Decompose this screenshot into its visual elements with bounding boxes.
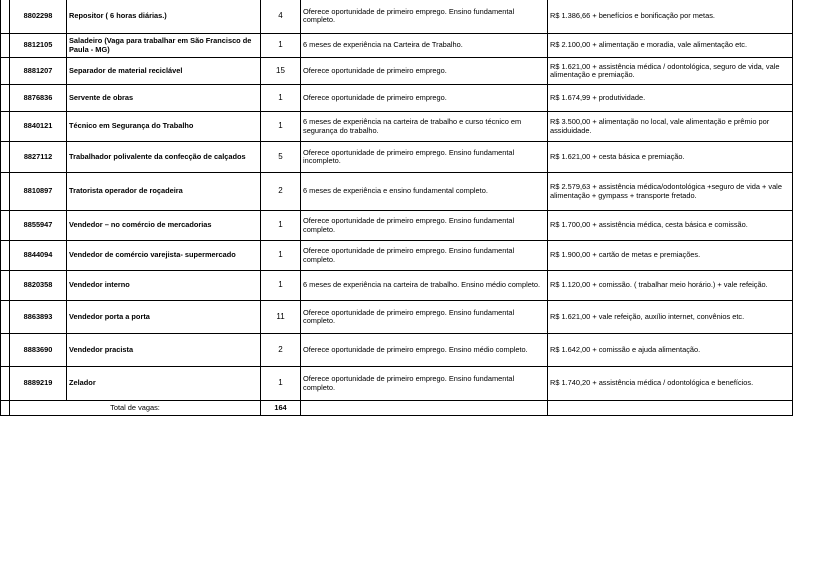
table-row xyxy=(1,58,793,85)
vacancy-count-cell: 1 xyxy=(261,211,301,241)
job-title-cell: Separador de material reciclável xyxy=(67,58,261,85)
table-body xyxy=(1,0,793,416)
requirements-cell: Oferece oportunidade de primeiro emprego. Ensino fundamental incompleto. xyxy=(301,142,548,173)
table-row xyxy=(1,34,793,58)
job-code-cell: 8855947 xyxy=(10,211,67,241)
index-cell xyxy=(1,0,10,34)
table-row xyxy=(1,301,793,334)
vacancy-count-cell: 1 xyxy=(261,271,301,301)
job-code-cell: 8881207 xyxy=(10,58,67,85)
index-cell xyxy=(1,301,10,334)
index-cell xyxy=(1,211,10,241)
index-cell xyxy=(1,112,10,142)
salary-benefits-cell: R$ 1.700,00 + assistência médica, cesta básica e comissão. xyxy=(548,211,793,241)
requirements-cell: Oferece oportunidade de primeiro emprego. xyxy=(301,85,548,112)
salary-benefits-cell: R$ 1.674,99 + produtividade. xyxy=(548,85,793,112)
job-title-cell: Vendedor – no comércio de mercadorias xyxy=(67,211,261,241)
table-row xyxy=(1,173,793,211)
index-cell xyxy=(1,173,10,211)
index-cell xyxy=(1,34,10,58)
total-value: 164 xyxy=(261,401,301,416)
requirements-cell: 6 meses de experiência na Carteira de Trabalho. xyxy=(301,34,548,58)
table-row xyxy=(1,271,793,301)
index-cell xyxy=(1,85,10,112)
vacancy-count-cell: 1 xyxy=(261,241,301,271)
salary-benefits-cell: R$ 1.900,00 + cartão de metas e premiações. xyxy=(548,241,793,271)
requirements-cell: Oferece oportunidade de primeiro emprego. xyxy=(301,58,548,85)
salary-benefits-cell: R$ 1.621,00 + assistência médica / odontológica, seguro de vida, vale alimentação e premiação. xyxy=(548,58,793,85)
job-title-cell: Vendedor de comércio varejista- supermercado xyxy=(67,241,261,271)
job-title-cell: Vendedor pracista xyxy=(67,334,261,367)
salary-benefits-cell: R$ 1.386,66 + benefícios e bonificação por metas. xyxy=(548,0,793,34)
job-code-cell: 8812105 xyxy=(10,34,67,58)
requirements-cell: Oferece oportunidade de primeiro emprego. Ensino médio completo. xyxy=(301,334,548,367)
table-row xyxy=(1,112,793,142)
job-title-cell: Tratorista operador de roçadeira xyxy=(67,173,261,211)
table-row xyxy=(1,211,793,241)
table-row xyxy=(1,0,793,34)
total-label: Total de vagas: xyxy=(10,401,261,416)
job-code-cell: 8889219 xyxy=(10,367,67,401)
job-code-cell: 8844094 xyxy=(10,241,67,271)
job-title-cell: Repositor ( 6 horas diárias.) xyxy=(67,0,261,34)
job-code-cell: 8883690 xyxy=(10,334,67,367)
vacancy-count-cell: 1 xyxy=(261,367,301,401)
job-code-cell: 8810897 xyxy=(10,173,67,211)
index-cell xyxy=(1,271,10,301)
salary-benefits-cell: R$ 1.120,00 + comissão. ( trabalhar meio horário.) + vale refeição. xyxy=(548,271,793,301)
table-row xyxy=(1,85,793,112)
total-row xyxy=(1,401,793,416)
requirements-cell: 6 meses de experiência e ensino fundamental completo. xyxy=(301,173,548,211)
job-title-cell: Trabalhador polivalente da confecção de calçados xyxy=(67,142,261,173)
salary-benefits-cell: R$ 2.579,63 + assistência médica/odontológica +seguro de vida + vale alimentação + gympass + transporte fretado. xyxy=(548,173,793,211)
job-title-cell: Vendedor interno xyxy=(67,271,261,301)
index-cell xyxy=(1,401,10,416)
job-code-cell: 8863893 xyxy=(10,301,67,334)
vacancy-count-cell: 15 xyxy=(261,58,301,85)
job-code-cell: 8820358 xyxy=(10,271,67,301)
requirements-cell: Oferece oportunidade de primeiro emprego. Ensino fundamental completo. xyxy=(301,211,548,241)
vacancy-count-cell: 1 xyxy=(261,34,301,58)
table-row xyxy=(1,367,793,401)
index-cell xyxy=(1,241,10,271)
job-code-cell: 8827112 xyxy=(10,142,67,173)
vacancy-count-cell: 5 xyxy=(261,142,301,173)
job-title-cell: Técnico em Segurança do Trabalho xyxy=(67,112,261,142)
requirements-cell: Oferece oportunidade de primeiro emprego. Ensino fundamental completo. xyxy=(301,301,548,334)
salary-benefits-cell: R$ 1.621,00 + vale refeição, auxílio internet, convênios etc. xyxy=(548,301,793,334)
requirements-cell: Oferece oportunidade de primeiro emprego. Ensino fundamental completo. xyxy=(301,0,548,34)
requirements-cell: 6 meses de experiência na carteira de trabalho e curso técnico em segurança do trabalho. xyxy=(301,112,548,142)
salary-benefits-cell: R$ 1.642,00 + comissão e ajuda alimentação. xyxy=(548,334,793,367)
vacancy-count-cell: 11 xyxy=(261,301,301,334)
table-row xyxy=(1,142,793,173)
job-title-cell: Servente de obras xyxy=(67,85,261,112)
job-code-cell: 8840121 xyxy=(10,112,67,142)
index-cell xyxy=(1,367,10,401)
salary-benefits-cell: R$ 1.621,00 + cesta básica e premiação. xyxy=(548,142,793,173)
vacancy-count-cell: 2 xyxy=(261,173,301,211)
job-code-cell: 8876836 xyxy=(10,85,67,112)
vacancy-count-cell: 1 xyxy=(261,112,301,142)
empty-cell xyxy=(301,401,548,416)
table-row xyxy=(1,241,793,271)
job-title-cell: Vendedor porta a porta xyxy=(67,301,261,334)
salary-benefits-cell: R$ 1.740,20 + assistência médica / odontológica e benefícios. xyxy=(548,367,793,401)
salary-benefits-cell: R$ 3.500,00 + alimentação no local, vale alimentação e prêmio por assiduidade. xyxy=(548,112,793,142)
requirements-cell: 6 meses de experiência na carteira de trabalho. Ensino médio completo. xyxy=(301,271,548,301)
job-title-cell: Zelador xyxy=(67,367,261,401)
job-title-cell: Saladeiro (Vaga para trabalhar em São Francisco de Paula - MG) xyxy=(67,34,261,58)
index-cell xyxy=(1,142,10,173)
requirements-cell: Oferece oportunidade de primeiro emprego. Ensino fundamental completo. xyxy=(301,367,548,401)
empty-cell xyxy=(548,401,793,416)
vacancy-count-cell: 2 xyxy=(261,334,301,367)
requirements-cell: Oferece oportunidade de primeiro emprego. Ensino fundamental completo. xyxy=(301,241,548,271)
vacancy-count-cell: 1 xyxy=(261,85,301,112)
index-cell xyxy=(1,334,10,367)
vacancy-count-cell: 4 xyxy=(261,0,301,34)
job-code-cell: 8802298 xyxy=(10,0,67,34)
index-cell xyxy=(1,58,10,85)
salary-benefits-cell: R$ 2.100,00 + alimentação e moradia, vale alimentação etc. xyxy=(548,34,793,58)
table-row xyxy=(1,334,793,367)
